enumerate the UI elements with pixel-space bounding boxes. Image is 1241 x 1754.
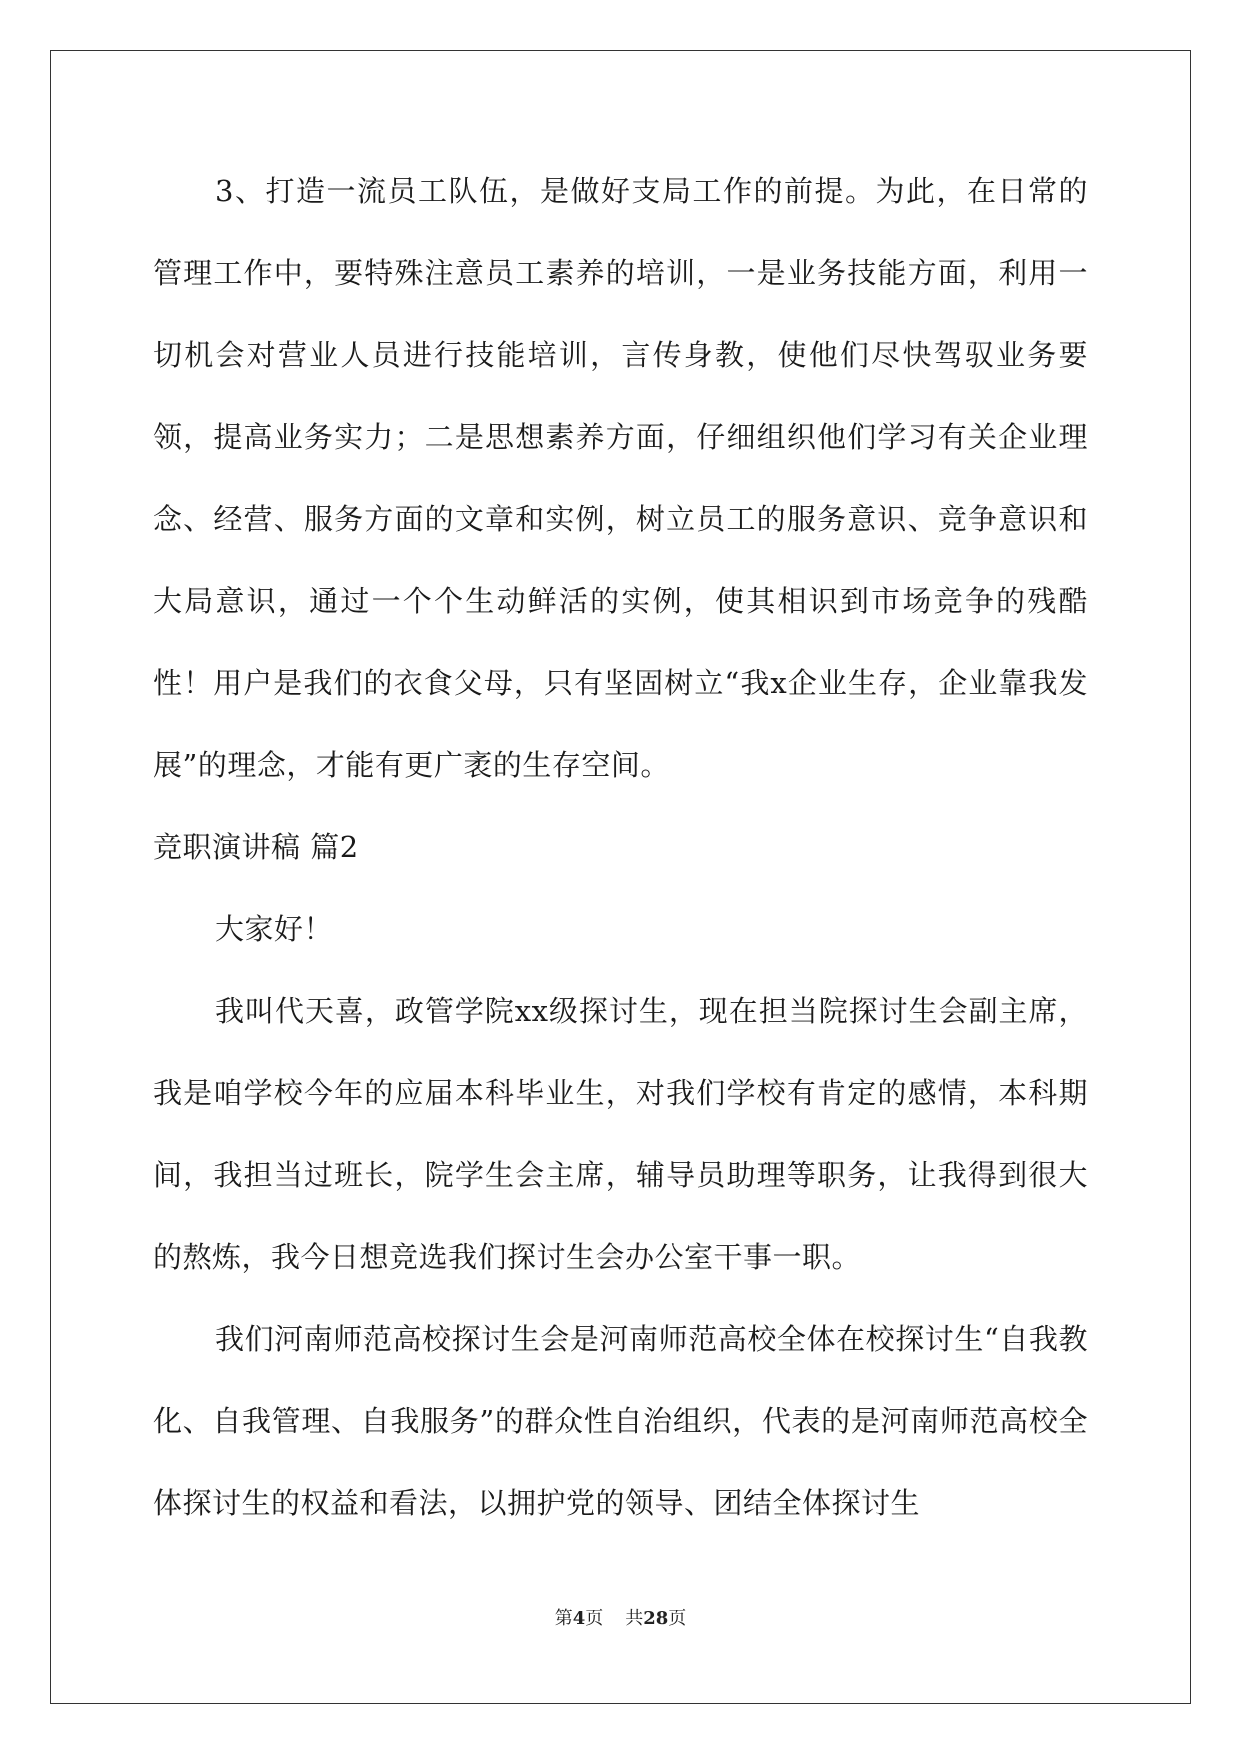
current-page-number: 4 — [572, 1608, 586, 1629]
paragraph-self-introduction: 我叫代天喜，政管学院xx级探讨生，现在担当院探讨生会副主席，我是咱学校今年的应届本科毕业生，对我们学校有肯定的感情，本科期间，我担当过班长，院学生会主席，辅导员助理等职务，让我得到很大的熬炼，我今日想竞选我们探讨生会办公室干事一职。 — [153, 994, 1088, 1274]
paragraph-team-building: 3、打造一流员工队伍，是做好支局工作的前提。为此，在日常的管理工作中，要特殊注意员工素养的培训，一是业务技能方面，利用一切机会对营业人员进行技能培训，言传身教，使他们尽快驾驭业务要领，提高业务实力；二是思想素养方面，仔细组织他们学习有关企业理念、经营、服务方面的文章和实例，树立员工的服务意识、竞争意识和大局意识，通过一个个生动鲜活的实例，使其相识到市场竞争的残酷性！用户是我们的衣食父母，只有坚固树立“我x企业生存，企业靠我发展”的理念，才能有更广袤的生存空间。 — [153, 174, 1088, 782]
document-body — [153, 150, 1088, 1544]
footer-total-prefix: 共 — [625, 1608, 644, 1629]
paragraph-student-union: 我们河南师范高校探讨生会是河南师范高校全体在校探讨生“自我教化、自我管理、自我服务”的群众性自治组织，代表的是河南师范高校全体探讨生的权益和看法，以拥护党的领导、团结全体探讨生 — [153, 1322, 1088, 1520]
footer-prefix: 第 — [554, 1608, 573, 1629]
footer-page-suffix: 页 — [585, 1608, 604, 1629]
total-page-count: 28 — [643, 1608, 669, 1629]
section-heading: 竞职演讲稿 篇2 — [153, 830, 359, 864]
paragraph-greeting: 大家好！ — [215, 912, 334, 946]
page-footer — [0, 1604, 1241, 1630]
footer-total-suffix: 页 — [668, 1608, 687, 1629]
